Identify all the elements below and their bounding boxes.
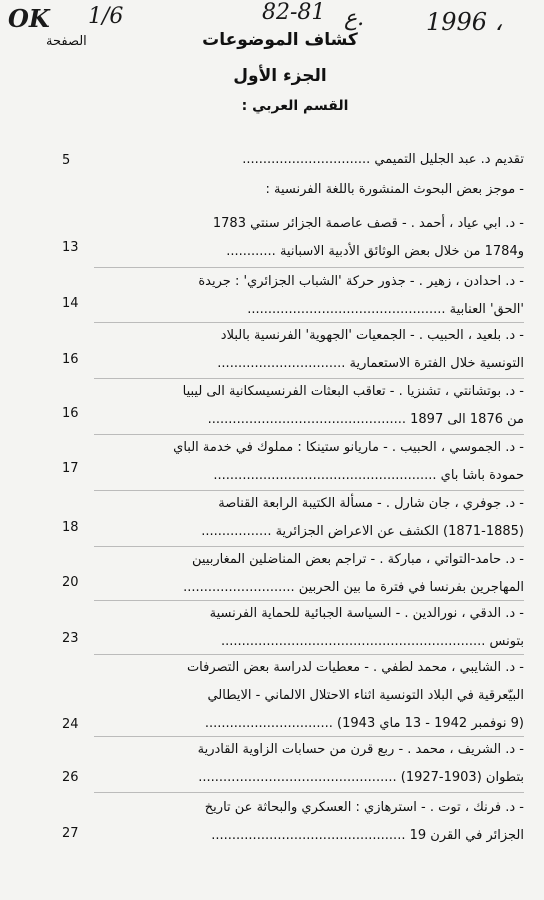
entry-line: التونسية خلال الفترة الاستعمارية ............................... <box>217 356 524 371</box>
part-title: الجزء الأول <box>233 66 327 86</box>
entry-line: - د. بلعيد ، الحبيب . - الجمعيات 'الجهوية' الفرنسية بالبلاد <box>220 328 524 343</box>
page-number: 20 <box>62 575 79 590</box>
entry-line: - د. ابي عياد ، أحمد . - قصف عاصمة الجزائر سنتي 1783 <box>212 216 524 231</box>
entry-line: حمودة باشا باي ...................................................... <box>213 468 524 483</box>
entry-line: - د. جوفري ، جان شارل . - مسألة الكتيبة الرابعة القناصة <box>218 496 524 511</box>
entry-line: 'الحق' العنابية ................................................ <box>247 302 524 317</box>
page-number: 13 <box>62 240 79 255</box>
page-number: 14 <box>62 296 79 311</box>
entry-line: و1784 من خلال بعض الوثائق الأدبية الاسبانية ............ <box>226 244 524 259</box>
handwritten-fraction: 1/6 <box>88 4 124 29</box>
page-number: 16 <box>62 352 79 367</box>
entry-line: تقديم د. عبد الجليل التميمي ............................... <box>242 152 524 167</box>
index-title: كشاف الموضوعات <box>202 30 358 50</box>
page-number: 24 <box>62 717 79 732</box>
page-number: 16 <box>62 406 79 421</box>
entry-line: (1871-1885) الكشف عن الاعراض الجزائرية ................. <box>201 524 524 539</box>
divider <box>94 792 524 793</box>
entry-line: - د. حامد-التواتي ، مباركة . - تراجم بعض المناضلين المغاربيين <box>192 552 524 567</box>
section-title: القسم العربي : <box>241 98 349 114</box>
entry-line: البيّعرقية في البلاد التونسية اثناء الاحتلال الالماني - الايطالي <box>207 688 524 703</box>
entry-line: بتطوان (1903-1927) ................................................ <box>198 770 524 785</box>
entry-line: - د. بوتشانتي ، تشنزيا . - تعاقب البعثات الفرنسيسكانية الى ليبيا <box>182 384 524 399</box>
entry-line: (9 نوفمبر 1942 - 13 ماي 1943) ............................... <box>204 716 524 731</box>
entry-line: - موجز بعض البحوث المنشورة باللغة الفرنسية : <box>265 182 524 197</box>
entry-line: - د. الشريف ، محمد . - ربع قرن من حسابات الزاوية القادرية <box>197 742 524 757</box>
entry-line: من 1876 الى 1897 ................................................ <box>207 412 524 427</box>
entry-line: - د. الدقي ، نورالدين . - السياسة الجبائية للحماية الفرنسية <box>209 606 524 621</box>
page-number: 5 <box>62 153 71 168</box>
page-number: 23 <box>62 631 79 646</box>
entry-line: - د. فرنك ، توت . - استرهازي : العسكري والبحاثة عن تاريخ <box>204 800 524 815</box>
page-number: 26 <box>62 770 79 785</box>
entry-line: المهاجرين بفرنسا في فترة ما بين الحربين ........................... <box>183 580 524 595</box>
handwritten-reference-suffix: ع. <box>344 6 365 31</box>
page-number: 17 <box>62 461 79 476</box>
handwritten-ok: OK <box>8 4 50 33</box>
page-column-label: الصفحة <box>46 34 87 49</box>
entry-line: الجزائر في القرن 19 ............................................... <box>211 828 524 843</box>
entry-line: - د. الجموسي ، الحبيب . - ماريانو ستينكا : مملوك في خدمة الباي <box>173 440 524 455</box>
handwritten-year: 1996 ، <box>426 8 503 36</box>
handwritten-reference: 82-81 <box>262 0 326 25</box>
page-number: 27 <box>62 826 79 841</box>
page-number: 18 <box>62 520 79 535</box>
entry-line: بتونس ................................................................ <box>220 634 524 649</box>
entry-line: - د. احدادن ، زهير . - جذور حركة 'الشباب الجزائري' : جريدة <box>198 274 524 289</box>
entry-line: - د. الشايبي ، محمد لطفي . - معطيات لدراسة بعض التصرفات <box>186 660 524 675</box>
